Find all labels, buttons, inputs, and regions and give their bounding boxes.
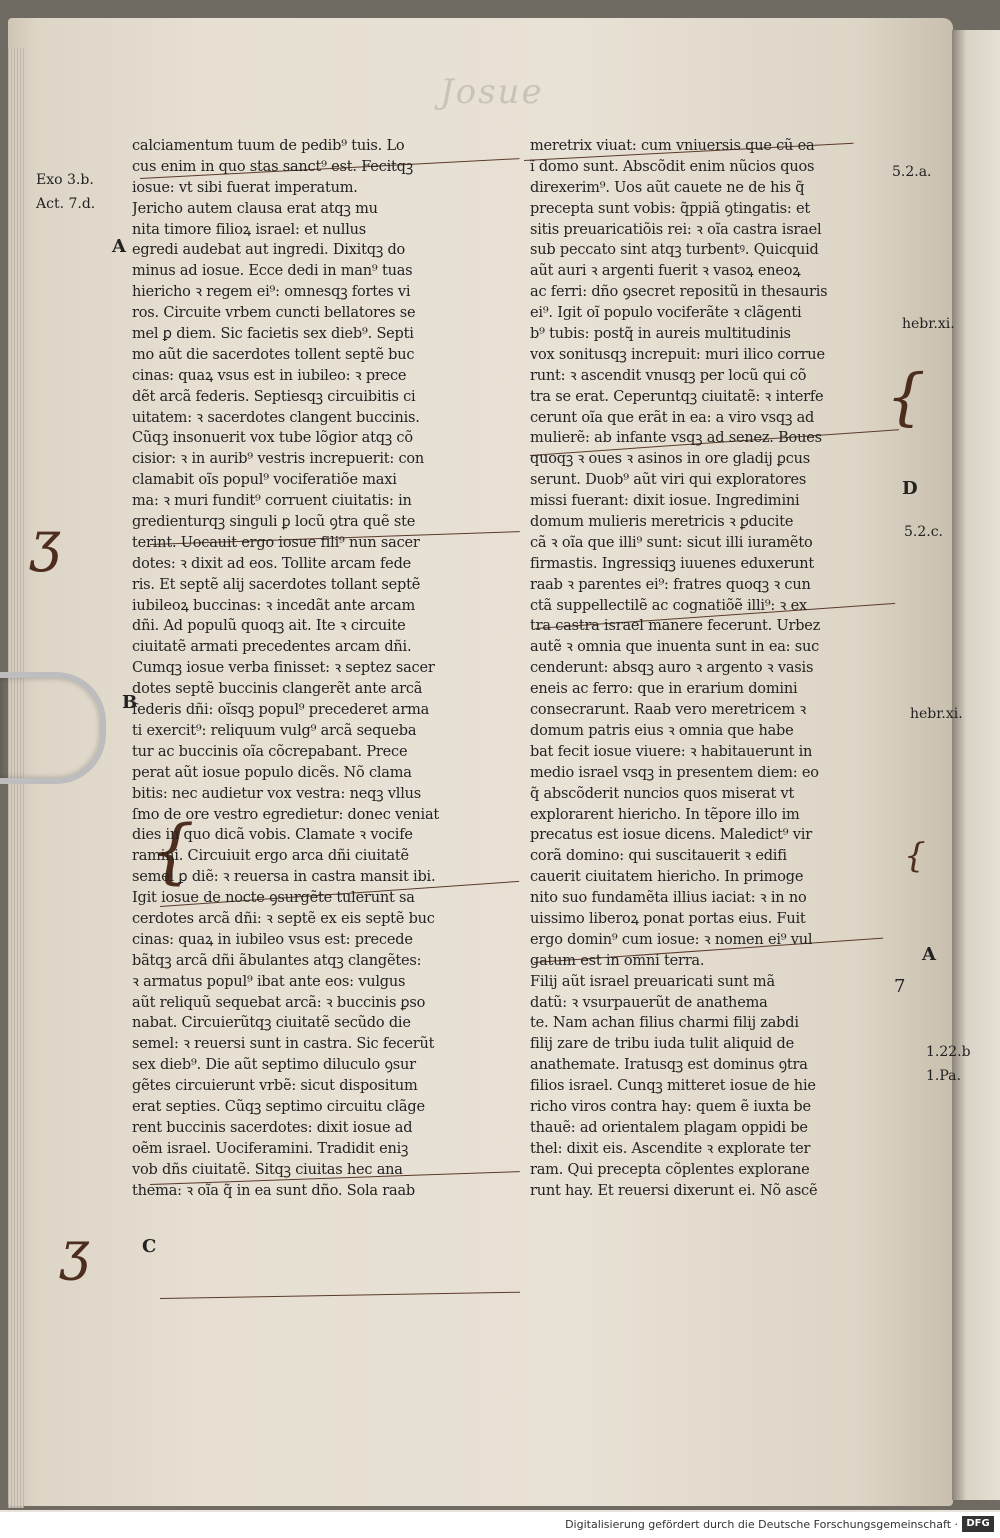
text-line: aũt auri ꝛ argenti fuerit ꝛ vasoꝝ eneoꝝ (530, 263, 801, 280)
margin-note: hebr.xi. (902, 316, 955, 332)
text-line: federis dñi: oĩsqꝫ popul⁹ precederet arma (132, 702, 430, 719)
text-line: sub peccato sint atqꝫ turbentꝰ. Quicquid (530, 242, 819, 259)
text-line: semel ꝑ diẽ: ꝛ reuersa in castra mansit ibi. (132, 869, 436, 886)
text-line: ros. Circuite vrbem cuncti bellatores se (132, 305, 416, 322)
text-line: ĩ domo sunt. Abscõdit enim nũcios quos (530, 158, 815, 175)
text-line: corã domino: qui suscitauerit ꝛ edifi (530, 848, 787, 865)
text-line: serunt. Duob⁹ aũt viri qui exploratores (530, 472, 807, 489)
text-line: ctã suppellectilẽ ac cognatiõẽ illi⁹: ꝛ ex (530, 597, 807, 614)
text-line: runt hay. Et reuersi dixerunt ei. Nõ ascẽ (530, 1182, 818, 1199)
text-line: filij zare de tribu iuda tulit aliquid de (530, 1036, 795, 1053)
text-line: nito suo fundamẽta illius iaciat: ꝛ in no (530, 890, 807, 907)
text-line: thema: ꝛ oĩa q̃ in ea sunt dño. Sola raab (132, 1182, 415, 1199)
text-line: b⁹ tubis: postq̃ in aureis multitudinis (530, 326, 791, 343)
text-line: nabat. Circuierũtqꝫ ciuitatẽ secũdo die (132, 1015, 411, 1032)
running-head: Josue (440, 72, 544, 112)
page-clip (0, 672, 106, 784)
text-line: Cumqꝫ iosue verba finisset: ꝛ septez sacer (132, 660, 435, 677)
text-line: vox sonitusqꝫ increpuit: muri ilico corrue (530, 346, 825, 363)
footer-bar (0, 1512, 1000, 1538)
text-line: Jericho autem clausa erat atqꝫ mu (132, 200, 378, 217)
text-line: tur ac buccinis oĩa cõcrepabant. Prece (132, 743, 408, 760)
text-line: ac ferri: dño ꝯsecret repositũ in thesauris (530, 284, 828, 301)
text-line: uissimo liberoꝝ ponat portas eius. Fuit (530, 910, 806, 927)
text-line: datũ: ꝛ vsurpauerũt de anathema (530, 994, 768, 1011)
text-line: clamabit oĩs popul⁹ vociferatiõe maxi (132, 472, 397, 489)
text-line: nita timore filioꝝ israel: et nullus (132, 221, 367, 238)
text-line: ciuitatẽ armati precedentes arcam dñi. (132, 639, 412, 656)
text-line: minus ad iosue. Ecce dedi in man⁹ tuas (132, 263, 413, 280)
text-column-right (530, 136, 914, 1201)
text-line: egredi audebat aut ingredi. Dixitqꝫ do (132, 242, 406, 259)
text-line: vob dñs ciuitatẽ. Sitqꝫ ciuitas hec ana (132, 1161, 403, 1178)
text-line: hiericho ꝛ regem ei⁹: omnesqꝫ fortes vi (132, 284, 411, 301)
text-line: bãtqꝫ arcã dñi ãbulantes atqꝫ clangẽtes: (132, 952, 422, 969)
margin-note: 1.Pa. (926, 1068, 961, 1084)
text-line: anathemate. Iratusqꝫ est dominus ꝯtra (530, 1057, 808, 1074)
text-line: ramini. Circuiuit ergo arca dñi ciuitatẽ (132, 848, 409, 865)
handwritten-bracket-mark: { (886, 360, 926, 433)
text-line: Filij aũt israel preuaricati sunt mã (530, 973, 775, 990)
text-line: dñi. Ad populũ quoqꝫ ait. Ite ꝛ circuite (132, 618, 406, 635)
margin-note: 5.2.c. (904, 524, 944, 540)
text-line: calciamentum tuum de pedib⁹ tuis. Lo (132, 138, 405, 154)
section-letter: A (112, 236, 126, 257)
text-line: eneis ac ferro: que in erarium domini (530, 681, 798, 698)
text-line: semel: ꝛ reuersi sunt in castra. Sic fecerũt (132, 1036, 435, 1053)
text-line: tra castra israel manere fecerunt. Urbez (530, 618, 821, 635)
text-line: direxerim⁹. Uos aũt cauete ne de his q̃ (530, 179, 805, 196)
footer-credit: Digitalisierung gefördert durch die Deutsche Forschungsgemeinschaft · (565, 1518, 958, 1531)
text-line: cinas: quaꝝ vsus est in iubileo: ꝛ prece (132, 367, 407, 384)
text-line: gatum est in omni terra. (530, 952, 705, 969)
text-line: thel: dixit eis. Ascendite ꝛ explorate ter (530, 1140, 811, 1157)
handwritten-bracket-mark: { (150, 810, 195, 892)
text-line: rent buccinis sacerdotes: dixit iosue ad (132, 1119, 413, 1136)
text-line: Cũqꝫ insonuerit vox tube lõgior atqꝫ cõ (132, 430, 413, 447)
text-line: dotes septẽ buccinis clangerẽt ante arcã (132, 681, 423, 698)
text-line: dies in quo dicã vobis. Clamate ꝛ vocife (132, 827, 413, 844)
text-line: aũt reliquũ sequebat arcã: ꝛ buccinis ꝑso (132, 994, 426, 1011)
text-line: tra se erat. Ceperuntqꝫ ciuitatẽ: ꝛ interfe (530, 388, 824, 405)
text-line: medio israel vsqꝫ in presentem diem: eo (530, 764, 819, 781)
margin-note: 5.2.a. (892, 164, 932, 180)
text-line: ſmo de ore vestro egredietur: donec veniat (132, 806, 440, 823)
margin-note: Exo 3.b. (36, 172, 94, 188)
text-line: autẽ ꝛ omnia que inuenta sunt in ea: suc (530, 639, 820, 656)
text-line: bat fecit iosue viuere: ꝛ habitauerunt in (530, 743, 813, 760)
text-line: cã ꝛ oĩa que illi⁹ sunt: sicut illi iuramẽto (530, 534, 813, 551)
next-page-edge (952, 30, 1000, 1500)
text-line: runt: ꝛ ascendit vnusqꝫ per locũ qui cõ (530, 367, 807, 384)
text-line: uitatem: ꝛ sacerdotes clangent buccinis. (132, 409, 420, 426)
text-line: te. Nam achan filius charmi filij zabdi (530, 1015, 799, 1032)
handwritten-bracket-mark: ʒ (30, 510, 61, 573)
text-line: ram. Qui precepta cõplentes explorane (530, 1161, 810, 1178)
text-line: gredienturqꝫ singuli ꝑ locũ ꝯtra quẽ ste (132, 514, 416, 531)
handwritten-bracket-mark: { (904, 836, 926, 876)
text-line: cisior: ꝛ in aurib⁹ vestris increpuerit: con (132, 451, 425, 468)
text-column-left (132, 136, 528, 1201)
text-line: mel ꝑ diem. Sic facietis sex dieb⁹. Septi (132, 326, 414, 343)
text-line: cinas: quaꝝ in iubileo vsus est: precede (132, 931, 413, 948)
text-line: mo aũt die sacerdotes tollent septẽ buc (132, 346, 415, 363)
text-line: mulierẽ: ab infante vsqꝫ ad senez. Boues (530, 430, 822, 447)
margin-note: 1.22.b (926, 1044, 971, 1060)
text-line: richo viros contra hay: quem ẽ iuxta be (530, 1098, 811, 1115)
text-line: consecrarunt. Raab vero meretricem ꝛ (530, 702, 807, 719)
text-line: oẽm israel. Uociferamini. Tradidit eniꝫ (132, 1140, 409, 1157)
chapter-number: 7 (894, 976, 906, 997)
text-line: ꝛ armatus popul⁹ ibat ante eos: vulgus (132, 973, 406, 990)
text-line: sitis preuaricatiõis rei: ꝛ oĩa castra israel (530, 221, 822, 238)
text-line: meretrix viuat: cum vniuersis que cũ ea (530, 138, 815, 154)
text-line: quoqꝫ ꝛ oues ꝛ asinos in ore gladij ꝑcus (530, 451, 811, 468)
margin-note: hebr.xi. (910, 706, 963, 722)
text-line: Igit iosue de nocte ꝯsurgẽte tulerunt sa (132, 890, 415, 907)
text-line: thauẽ: ad orientalem plagam oppidi be (530, 1119, 808, 1136)
text-line: ergo domin⁹ cum iosue: ꝛ nomen ei⁹ vul (530, 931, 813, 948)
text-line: erat septies. Cũqꝫ septimo circuitu clãge (132, 1098, 425, 1115)
text-line: ei⁹. Igit oĩ populo vociferãte ꝛ clãgenti (530, 305, 802, 322)
text-line: ti exercit⁹: reliquum vulg⁹ arcã sequeba (132, 722, 417, 739)
text-line: q̃ abscõderit nuncios quos miserat vt (530, 785, 795, 802)
text-line: cerdotes arcã dñi: ꝛ septẽ ex eis septẽ buc (132, 910, 435, 927)
text-line: dẽt arcã federis. Septiesqꝫ circuibitis ci (132, 388, 416, 405)
text-line: terint. Uocauit ergo iosue fili⁹ nun sacer (132, 534, 420, 551)
text-line: explorarent hiericho. In tẽpore illo im (530, 806, 800, 823)
section-letter: C (142, 1236, 157, 1257)
text-line: domum patris eius ꝛ omnia que habe (530, 722, 794, 739)
text-line: cerunt oĩa que erãt in ea: a viro vsqꝫ ad (530, 409, 815, 426)
text-line: firmastis. Ingressiqꝫ iuuenes eduxerunt (530, 555, 815, 572)
text-line: sex dieb⁹. Die aũt septimo diluculo ꝯsur (132, 1057, 416, 1074)
text-line: domum mulieris meretricis ꝛ ꝑducite (530, 514, 794, 531)
text-line: precepta sunt vobis: q̃ppiã ꝯtingatis: et (530, 200, 810, 217)
text-line: raab ꝛ parentes ei⁹: fratres quoqꝫ ꝛ cun (530, 576, 811, 593)
section-letter: D (902, 478, 918, 499)
text-line: ris. Et septẽ alij sacerdotes tollant septẽ (132, 576, 421, 593)
text-line: filios israel. Cunqꝫ mitteret iosue de hie (530, 1078, 816, 1095)
margin-note: Act. 7.d. (36, 196, 96, 212)
text-line: precatus est iosue dicens. Maledict⁹ vir (530, 827, 812, 844)
text-line: iosue: vt sibi fuerat imperatum. (132, 179, 358, 196)
text-line: missi fuerant: dixit iosue. Ingredimini (530, 493, 800, 510)
text-line: perat aũt iosue populo dicẽs. Nõ clama (132, 764, 412, 781)
text-line: dotes: ꝛ dixit ad eos. Tollite arcam fede (132, 555, 412, 572)
section-letter: A (922, 944, 936, 965)
text-line: gẽtes circuierunt vrbẽ: sicut dispositum (132, 1078, 418, 1095)
handwritten-bracket-mark: ʒ (60, 1222, 90, 1282)
section-letter: B (122, 692, 138, 713)
text-line: cus enim in quo stas sanct⁹ est. Fecitqꝫ (132, 158, 413, 175)
text-line: iubileoꝝ buccinas: ꝛ incedãt ante arcam (132, 597, 416, 614)
dfg-logo: DFG (962, 1516, 994, 1532)
text-line: ma: ꝛ muri fundit⁹ corruent ciuitatis: in (132, 493, 412, 510)
text-line: bitis: nec audietur vox vestra: neqꝫ vllus (132, 785, 422, 802)
text-line: cenderunt: absqꝫ auro ꝛ argento ꝛ vasis (530, 660, 814, 677)
text-line: cauerit ciuitatem hiericho. In primoge (530, 869, 804, 886)
